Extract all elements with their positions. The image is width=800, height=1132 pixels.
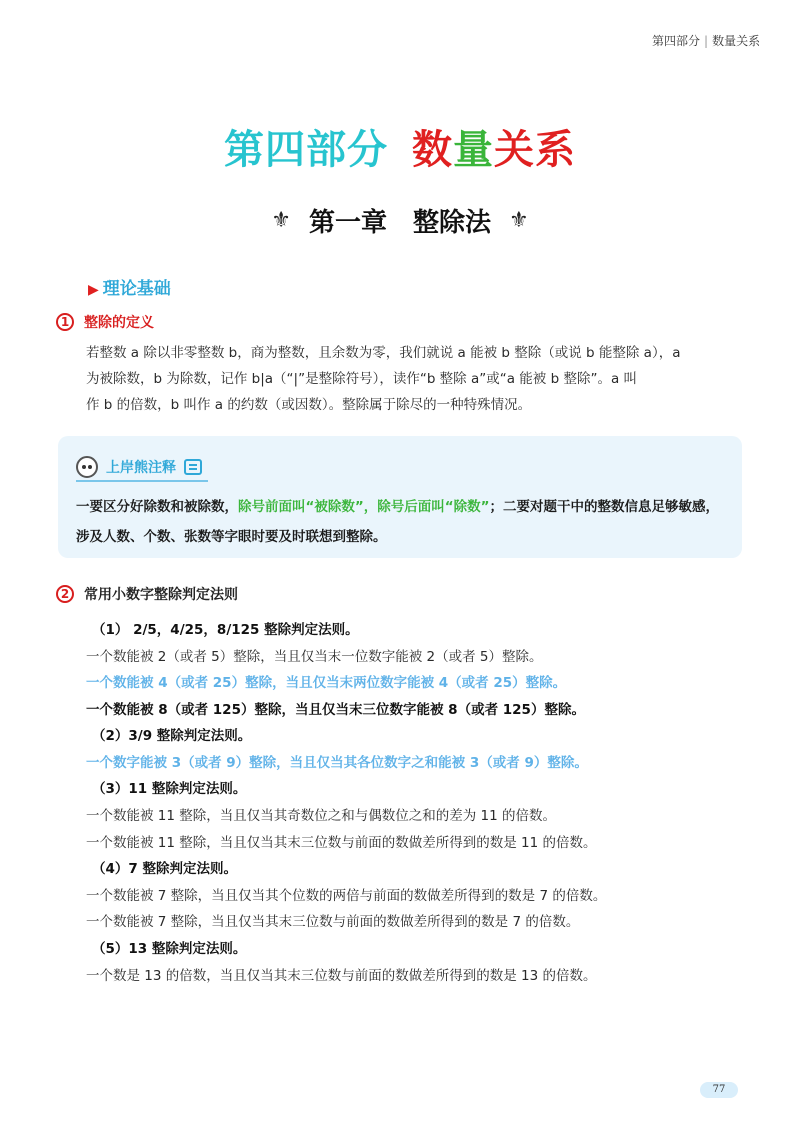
triangle-marker-icon: ▶ xyxy=(88,282,99,298)
bear-mascot-icon xyxy=(76,456,98,478)
item-1-heading-text: 整除的定义 xyxy=(84,315,154,331)
rule-heading-1: （1） 2/5，4/25，8/125 整除判定法则。 xyxy=(92,622,359,638)
rule-heading-2: （2）3/9 整除判定法则。 xyxy=(92,728,252,744)
part-title-word-3: 关系 xyxy=(494,127,576,173)
rule-line-5: 一个数能被 11 整除，当且仅当其奇数位之和与偶数位之和的差为 11 的倍数。 xyxy=(86,808,557,824)
note-text xyxy=(76,492,726,552)
note-text-highlight: 除号前面叫“被除数”，除号后面叫“除数” xyxy=(238,499,490,515)
definition-paragraph xyxy=(86,340,726,418)
part-title-word-1: 数 xyxy=(412,127,453,173)
part-title-word-2: 量 xyxy=(453,127,494,173)
rule-line-6: 一个数能被 11 整除，当且仅当其末三位数与前面的数做差所得到的数是 11 的倍数。 xyxy=(86,835,597,851)
circled-number-2-icon: 2 xyxy=(56,585,74,603)
ornament-left-icon: ⚜ xyxy=(271,208,291,233)
definition-line-1: 若整数 a 除以非零整数 b，商为整数，且余数为零，我们就说 a 能被 b 整除（或说 b 能整除 a），a xyxy=(86,345,681,361)
note-box xyxy=(58,436,742,558)
rule-heading-4: （4）7 整除判定法则。 xyxy=(92,861,237,877)
rule-heading-3: （3）11 整除判定法则。 xyxy=(92,781,247,797)
header-topic: 数量关系 xyxy=(712,34,761,48)
part-title-label: 第四部分 xyxy=(224,127,388,173)
running-header xyxy=(652,32,760,49)
note-label-text: 上岸熊注释 xyxy=(106,460,176,476)
section-heading xyxy=(88,274,171,299)
chat-bubble-icon xyxy=(184,459,202,475)
rule-line-4: 一个数字能被 3（或者 9）整除，当且仅当其各位数字之和能被 3（或者 9）整除。 xyxy=(86,755,588,771)
definition-line-3: 作 b 的倍数，b 叫作 a 的约数（或因数）。整除属于除尽的一种特殊情况。 xyxy=(86,397,532,413)
rule-heading-5: （5）13 整除判定法则。 xyxy=(92,941,247,957)
note-text-part-1: 一要区分好除数和被除数， xyxy=(76,499,238,515)
page-number: 77 xyxy=(700,1082,738,1098)
rule-line-8: 一个数能被 7 整除，当且仅当其末三位数与前面的数做差所得到的数是 7 的倍数。 xyxy=(86,914,580,930)
item-2-heading-text: 常用小数字整除判定法则 xyxy=(84,587,238,603)
note-label xyxy=(76,454,208,482)
chapter-text: 第一章 整除法 xyxy=(308,208,491,238)
section-heading-text: 理论基础 xyxy=(102,279,171,299)
header-separator: | xyxy=(704,34,709,48)
ornament-right-icon: ⚜ xyxy=(509,208,529,233)
header-part: 第四部分 xyxy=(652,34,701,48)
rule-line-2: 一个数能被 4（或者 25）整除，当且仅当末两位数字能被 4（或者 25）整除。 xyxy=(86,675,567,691)
rule-line-3: 一个数能被 8（或者 125）整除，当且仅当末三位数字能被 8（或者 125）整除。 xyxy=(86,702,585,718)
chapter-title xyxy=(0,202,800,239)
rule-line-1: 一个数能被 2（或者 5）整除，当且仅当末一位数字能被 2（或者 5）整除。 xyxy=(86,649,543,665)
note-text-part-2: ；二要对题干中的整数信息足够敏感，涉及人数、个数、张数等字眼时要及时联想到整除。 xyxy=(76,499,719,545)
item-2-heading xyxy=(56,584,238,604)
rule-line-7: 一个数能被 7 整除，当且仅当其个位数的两倍与前面的数做差所得到的数是 7 的倍数。 xyxy=(86,888,607,904)
circled-number-1-icon: 1 xyxy=(56,313,74,331)
part-title xyxy=(0,118,800,175)
rule-line-9: 一个数是 13 的倍数，当且仅当其末三位数与前面的数做差所得到的数是 13 的倍数。 xyxy=(86,968,597,984)
definition-line-2: 为被除数，b 为除数，记作 b|a（“|”是整除符号），读作“b 整除 a”或“a 能被 b 整除”。a 叫 xyxy=(86,371,638,387)
item-1-heading xyxy=(56,312,154,332)
